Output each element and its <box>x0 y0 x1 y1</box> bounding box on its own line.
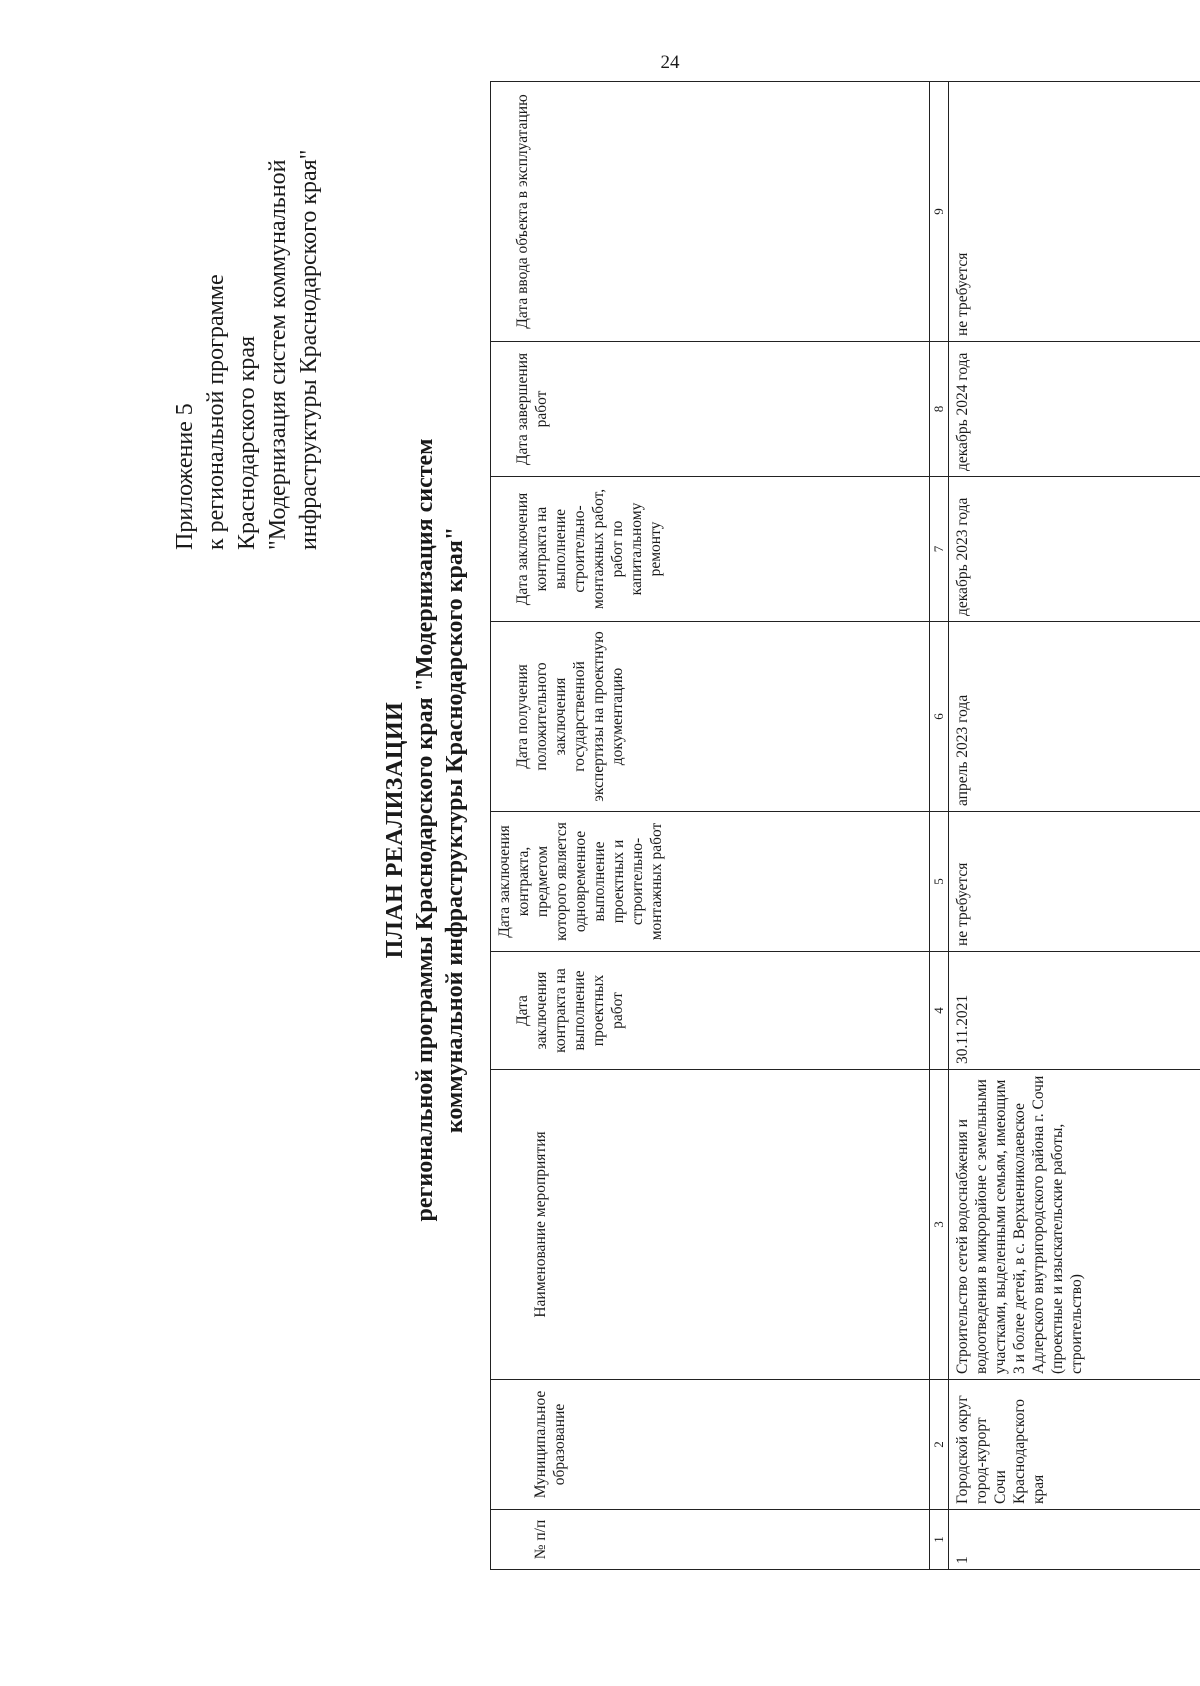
cell-design-contract-date: 30.11.2021 <box>949 952 1200 1070</box>
cell-activity: Строительство сетей водоснабжения и водоотведения в микрорайоне с земельными участками, выделенными семьям, имеющим 3 и более детей, в с. Верхнениколаевское Адлерского внутригородского района г. Сочи (проектные и изыскательские работы, строительство) <box>949 1070 1200 1380</box>
header-cell-activity: Наименование мероприятия <box>491 1070 930 1380</box>
page-number: 24 <box>660 52 680 73</box>
column-number: 5 <box>930 812 949 952</box>
column-number: 2 <box>930 1380 949 1510</box>
appendix-note <box>170 80 325 550</box>
cell-construction-contract-date: декабрь 2023 года <box>949 477 1200 622</box>
plan-title-line2: региональной программы Краснодарского края "Модернизация систем <box>412 438 438 1222</box>
table-header-row <box>491 82 930 1570</box>
cell-number: 1 <box>949 1510 1200 1570</box>
plan-title-line1: ПЛАН РЕАЛИЗАЦИИ <box>382 701 408 959</box>
table-row <box>949 82 1200 1570</box>
plan-title-line3: коммунальной инфраструктуры Краснодарского края" <box>442 526 468 1134</box>
cell-municipality: Городской округ город-курорт Сочи Краснодарского края <box>949 1380 1200 1510</box>
column-number: 8 <box>930 342 949 477</box>
column-number: 4 <box>930 952 949 1070</box>
header-cell-completion-date: Дата завершения работ <box>491 342 930 477</box>
header-cell-commissioning-date: Дата ввода объекта в эксплуатацию <box>491 82 930 342</box>
cell-combined-contract-date: не требуется <box>949 812 1200 952</box>
appendix-line: Краснодарского края <box>234 335 260 550</box>
appendix-line: Приложение 5 <box>172 403 198 550</box>
header-cell-design-contract-date: Дата заключения контракта на выполнение проектных работ <box>491 952 930 1070</box>
column-numbers-row <box>930 82 949 1570</box>
column-number: 7 <box>930 477 949 622</box>
implementation-plan-table <box>490 81 1200 1570</box>
appendix-line: к региональной программе <box>203 274 229 550</box>
appendix-line: "Модернизация систем коммунальной <box>265 159 291 550</box>
cell-commissioning-date: не требуется <box>949 82 1200 342</box>
plan-title <box>380 80 470 1580</box>
rotated-sheet <box>80 80 1100 1580</box>
column-number: 6 <box>930 622 949 812</box>
column-number: 1 <box>930 1510 949 1570</box>
cell-completion-date: декабрь 2024 года <box>949 342 1200 477</box>
header-cell-construction-contract-date: Дата заключения контракта на выполнение строительно-монтажных работ, работ по капитальному ремонту <box>491 477 930 622</box>
appendix-line: инфраструктуры Краснодарского края" <box>296 149 322 550</box>
column-number: 9 <box>930 82 949 342</box>
header-cell-expertise-date: Дата получения положительного заключения государственной экспертизы на проектную документацию <box>491 622 930 812</box>
header-cell-municipality: Муниципальное образование <box>491 1380 930 1510</box>
header-cell-number: № п/п <box>491 1510 930 1570</box>
cell-expertise-date: апрель 2023 года <box>949 622 1200 812</box>
header-cell-combined-contract-date: Дата заключения контракта, предметом которого является одновременное выполнение проектных и строительно-монтажных работ <box>491 812 930 952</box>
column-number: 3 <box>930 1070 949 1380</box>
